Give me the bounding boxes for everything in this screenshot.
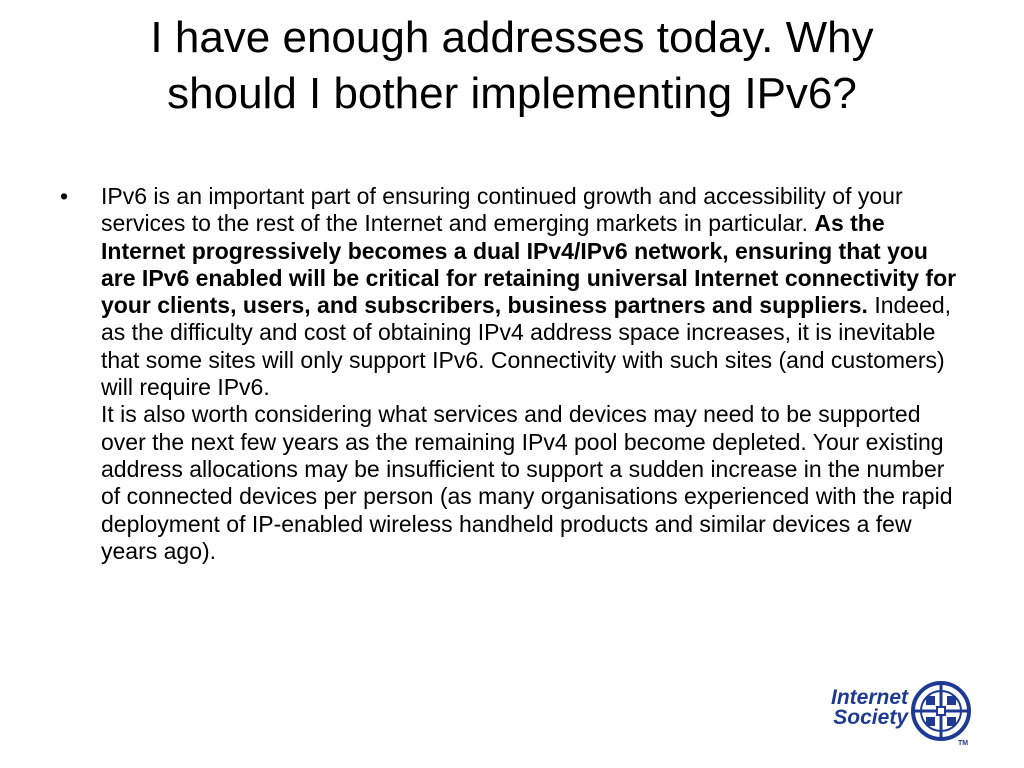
title-line-2: should I bother implementing IPv6? bbox=[167, 69, 857, 118]
slide-title bbox=[40, 10, 984, 122]
body-bold-text: As the Internet progressively becomes a dual IPv4/IPv6 network, ensuring that you are IPv6 enabled will be critical for retaining universal Internet connectivity for your clients, users, and subscribers, business partners and suppliers. bbox=[101, 210, 957, 319]
bullet-list bbox=[60, 183, 968, 565]
bullet-marker: • bbox=[60, 183, 69, 209]
globe-grid-icon bbox=[910, 680, 972, 742]
logo-line-2: Society bbox=[833, 706, 908, 729]
title-line-1: I have enough addresses today. Why bbox=[150, 13, 874, 62]
logo-wordmark bbox=[808, 688, 908, 728]
internet-society-logo bbox=[808, 678, 978, 750]
body-second-paragraph: It is also worth considering what services and devices may need to be supported over the next few years as the remaining IPv4 pool become depleted. Your existing address allocations may be insufficient to support a sudden increase in the number of connected devices per person (as many organisations experienced with the rapid deployment of IP-enabled wireless handheld products and similar devices a few years ago). bbox=[101, 401, 953, 564]
bullet-item bbox=[60, 183, 968, 565]
body-after-bold-text: Indeed, as the difficulty and cost of obtaining IPv4 address space increases, it is inevitable that some sites will only support IPv6. Connectivity with such sites (and customers) will require IPv6. bbox=[101, 292, 952, 401]
logo-trademark: TM bbox=[958, 740, 969, 747]
logo-line-1: Internet bbox=[830, 686, 908, 709]
body-intro-text: IPv6 is an important part of ensuring continued growth and accessibility of your services to the rest of the Internet and emerging markets in particular. bbox=[101, 183, 903, 237]
